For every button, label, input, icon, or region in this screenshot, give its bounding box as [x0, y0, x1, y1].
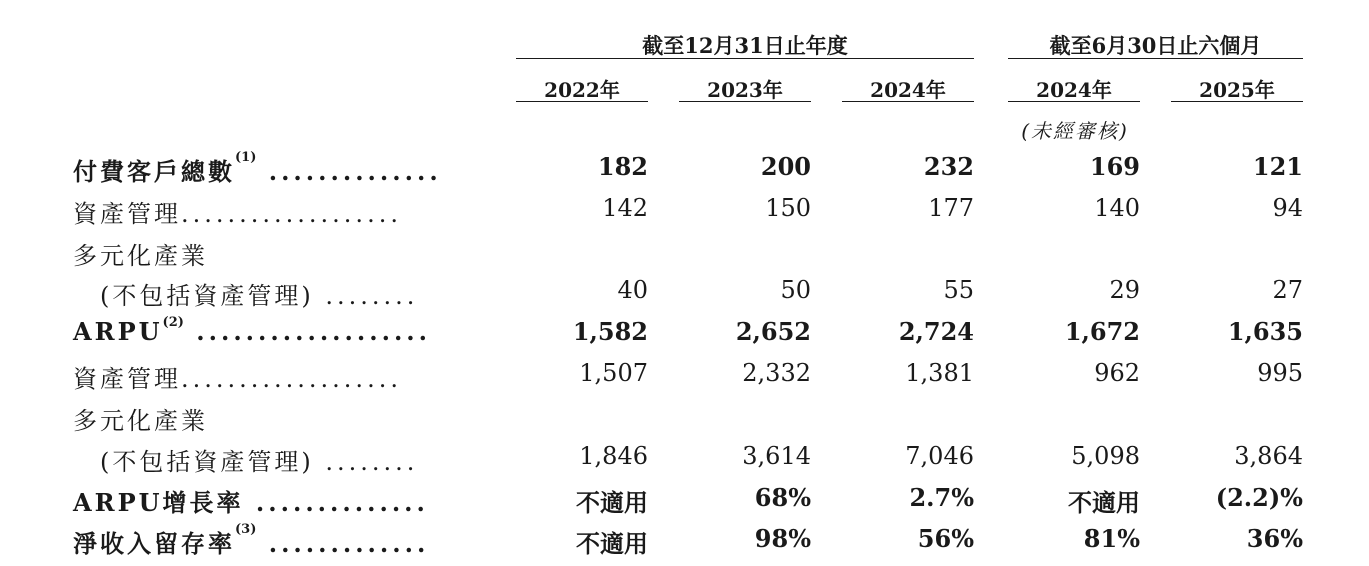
header-group-six-months: 截至6月30日止六個月: [1049, 33, 1262, 58]
row-label-text: 多元化產業: [73, 407, 208, 435]
row-label: [73, 317, 431, 346]
leader-dots: ........: [313, 448, 419, 476]
row-label: [73, 359, 402, 394]
row-value-col-5: 36%: [1246, 524, 1303, 553]
row-value-col-1: 1,846: [579, 442, 648, 470]
row-value-col-3: 2.7%: [909, 483, 974, 512]
table-row: [0, 524, 1369, 562]
table-row: [0, 152, 1369, 190]
footnote-marker: (1): [235, 150, 257, 165]
row-label-text: ARPU: [73, 317, 163, 346]
row-value-col-3: 7,046: [905, 442, 974, 470]
row-label: [73, 194, 402, 229]
row-value-col-4: 29: [1109, 276, 1140, 304]
row-value-col-4: 140: [1094, 194, 1140, 222]
row-value-col-4: 1,672: [1064, 317, 1140, 346]
row-value-col-2: 2,332: [742, 359, 811, 387]
row-value-col-1: 不適用: [576, 488, 648, 517]
row-value-col-5: 1,635: [1227, 317, 1303, 346]
header-year-5: 2025年: [1199, 78, 1275, 102]
row-value-col-3: 177: [928, 194, 974, 222]
row-value-col-5: 27: [1272, 276, 1303, 304]
row-value-col-2: 2,652: [735, 317, 811, 346]
leader-dots: ........: [313, 282, 419, 310]
row-value-col-1: 142: [602, 194, 648, 222]
row-label: [73, 442, 418, 477]
unaudited-note: (未經審核): [1021, 119, 1129, 143]
table-row: [0, 359, 1369, 397]
row-value-col-1: 40: [617, 276, 648, 304]
row-value-col-4: 169: [1089, 152, 1140, 181]
row-label: [73, 483, 429, 518]
footnote-marker: (3): [235, 522, 257, 537]
header-year-3: 2024年: [870, 78, 946, 102]
row-value-col-5: (2.2)%: [1215, 483, 1303, 512]
row-value-col-4: 不適用: [1068, 488, 1140, 517]
table-row: [0, 442, 1369, 480]
row-label: [73, 152, 442, 187]
row-label-text: 付費客戶總數: [73, 157, 235, 186]
leader-dots: .............: [256, 529, 430, 558]
row-value-col-1: 1,582: [572, 317, 648, 346]
header-group-six-months-rule: [1008, 58, 1303, 59]
leader-dots: ..............: [256, 157, 442, 186]
row-value-col-5: 3,864: [1234, 442, 1303, 470]
row-value-col-3: 2,724: [898, 317, 974, 346]
row-label-text: 資產管理: [73, 365, 181, 393]
row-value-col-4: 962: [1094, 359, 1140, 387]
row-value-col-2: 3,614: [742, 442, 811, 470]
header-year-1: 2022年: [544, 78, 620, 102]
row-label-text: (不包括資產管理): [73, 282, 314, 310]
header-year-1-rule: [516, 101, 648, 102]
row-label: [73, 524, 429, 559]
leader-dots: ...................: [181, 365, 402, 393]
header-year-4-rule: [1008, 101, 1140, 102]
table-row: [0, 317, 1369, 355]
row-value-col-1: 不適用: [576, 529, 648, 558]
table-row: [0, 401, 1369, 439]
table-row: [0, 236, 1369, 274]
row-label-text: 淨收入留存率: [73, 529, 235, 558]
row-value-col-2: 200: [760, 152, 811, 181]
row-value-col-2: 68%: [754, 483, 811, 512]
row-label-text: (不包括資產管理): [73, 448, 314, 476]
row-value-col-5: 121: [1252, 152, 1303, 181]
header-year-2: 2023年: [707, 78, 783, 102]
header-year-2-rule: [679, 101, 811, 102]
footnote-marker: (2): [162, 315, 184, 330]
leader-dots: ...................: [181, 200, 402, 228]
row-value-col-1: 182: [597, 152, 648, 181]
row-label: [73, 236, 208, 271]
row-value-col-5: 995: [1257, 359, 1303, 387]
row-label: [73, 401, 208, 436]
row-value-col-4: 81%: [1083, 524, 1140, 553]
header-group-fiscal-year-rule: [516, 58, 974, 59]
leader-dots: ...................: [183, 317, 432, 346]
header-group-fiscal-year: 截至12月31日止年度: [642, 33, 848, 58]
leader-dots: ..............: [243, 488, 429, 517]
header-year-3-rule: [842, 101, 974, 102]
table-row: [0, 483, 1369, 521]
row-value-col-3: 55: [943, 276, 974, 304]
row-value-col-5: 94: [1272, 194, 1303, 222]
table-row: [0, 276, 1369, 314]
row-value-col-3: 56%: [917, 524, 974, 553]
row-value-col-2: 98%: [754, 524, 811, 553]
row-value-col-2: 50: [780, 276, 811, 304]
table-row: [0, 194, 1369, 232]
header-year-5-rule: [1171, 101, 1303, 102]
row-label: [73, 276, 418, 311]
row-value-col-1: 1,507: [579, 359, 648, 387]
header-year-4: 2024年: [1036, 78, 1112, 102]
row-value-col-4: 5,098: [1071, 442, 1140, 470]
row-label-text: 多元化產業: [73, 242, 208, 270]
row-value-col-2: 150: [765, 194, 811, 222]
row-value-col-3: 1,381: [905, 359, 974, 387]
row-label-text: 資產管理: [73, 200, 181, 228]
row-value-col-3: 232: [923, 152, 974, 181]
row-label-text: ARPU增長率: [73, 488, 244, 517]
